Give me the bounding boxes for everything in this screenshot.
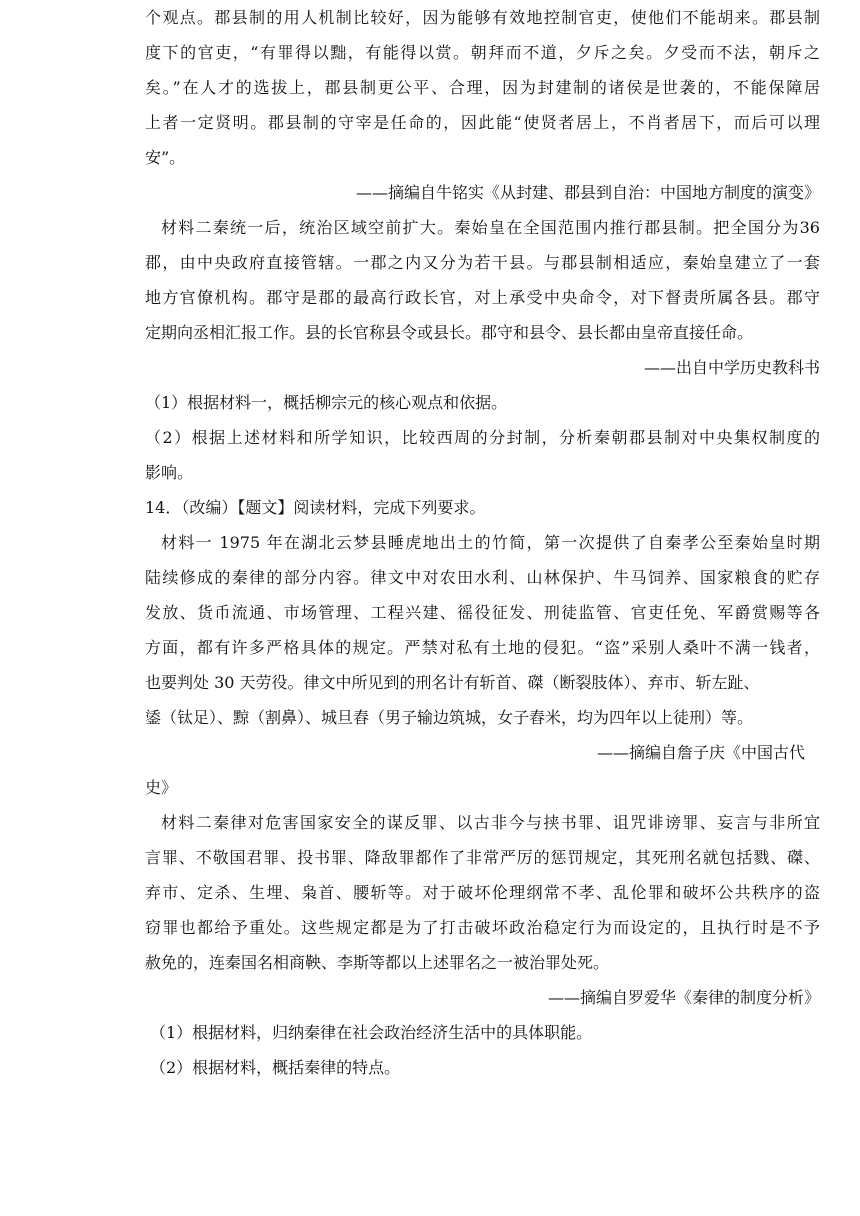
q14-material1-line: 发放、货币流通、市场管理、工程兴建、徭役征发、刑徒监管、官吏任免、军爵赏赐等各 [145,603,820,622]
q14-material1-line: 鋈（钛足）、黥（割鼻）、城旦舂（男子输边筑城，女子舂米，均为四年以上徒刑）等。 [145,708,754,727]
material2-line: 地方官僚机构。郡守是郡的最高行政长官，对上承受中央命令，对下督责所属各县。郡守 [145,288,820,307]
q14-material2-line: 言罪、不敬国君罪、投书罪、降敌罪都作了非常严厉的惩罚规定，其死刑名就包括戮、磔、 [145,848,820,867]
question-14-heading: 14．（改编）【题文】阅读材料，完成下列要求。 [145,498,486,517]
material1-line: 上者一定贤明。郡县制的守宰是任命的，因此能“使贤者居上，不肖者居下，而后可以理 [145,113,820,132]
material1-line: 个观点。郡县制的用人机制比较好，因为能够有效地控制官吏，使他们不能胡来。郡县制 [145,8,820,27]
q14-material2-line: 弃市、定杀、生埋、枭首、腰斩等。对于破坏伦理纲常不孝、乱伦罪和破坏公共秩序的盗 [145,883,820,902]
q14-material2-line: 赦免的，连秦国名相商鞅、李斯等都以上述罪名之一被治罪处死。 [145,953,610,972]
question-13-2: （2）根据上述材料和所学知识，比较西周的分封制，分析秦朝郡县制对中央集权制度的 [145,428,820,447]
q14-material2-line: 材料二秦律对危害国家安全的谋反罪、以古非今与挟书罪、诅咒诽谤罪、妄言与非所宜 [161,813,820,832]
material1-line: 矣。”在人才的选拔上，郡县制更公平、合理，因为封建制的诸侯是世袭的，不能保障居 [145,78,820,97]
material2-line: 郡，由中央政府直接管辖。一郡之内又分为若干县。与郡县制相适应，秦始皇建立了一套 [145,253,820,272]
material1-line: 度下的官吏，“有罪得以黜，有能得以赏。朝拜而不道，夕斥之矣。夕受而不法，朝斥之 [145,43,820,62]
question-13-1: （1）根据材料一，概括柳宗元的核心观点和依据。 [145,393,508,412]
q14-material2-line: 窃罪也都给予重处。这些规定都是为了打击破坏政治稳定行为而设定的，且执行时是不予 [145,918,820,937]
material2-source: ——出自中学历史教科书 [643,358,820,377]
q14-material1-line: 材料一 1975 年在湖北云梦县睡虎地出土的竹简，第一次提供了自秦孝公至秦始皇时期 [161,533,820,552]
material1-source: ——摘编自牛铭实《从封建、郡县到自治：中国地方制度的演变》 [355,183,820,202]
material1-line: 安”。 [145,148,186,167]
q14-material1-line: 方面，都有许多严格具体的规定。严禁对私有土地的侵犯。“盗”采别人桑叶不满一钱者， [145,638,820,657]
question-14-1: （1）根据材料，归纳秦律在社会政治经济生活中的具体职能。 [150,1023,593,1042]
q14-material1-line: 也要判处 30 天劳役。律文中所见到的刑名计有斩首、磔（断裂肢体）、弃市、斩左趾、 [145,673,760,692]
question-14-2: （2）根据材料，概括秦律的特点。 [150,1058,401,1077]
question-13-2-cont: 影响。 [145,463,194,482]
q14-material2-source: ——摘编自罗爱华《秦律的制度分析》 [547,988,820,1007]
q14-material1-line: 陆续修成的秦律的部分内容。律文中对农田水利、山林保护、牛马饲养、国家粮食的贮存 [145,568,820,587]
material2-line: 材料二秦统一后，统治区域空前扩大。秦始皇在全国范围内推行郡县制。把全国分为36 [161,218,820,237]
q14-material1-source: ——摘编自詹子庆《中国古代 [596,743,805,762]
material2-line: 定期向丞相汇报工作。县的长官称县令或县长。郡守和县令、县长都由皇帝直接任命。 [145,323,754,342]
q14-material1-source-cont: 史》 [145,778,178,797]
